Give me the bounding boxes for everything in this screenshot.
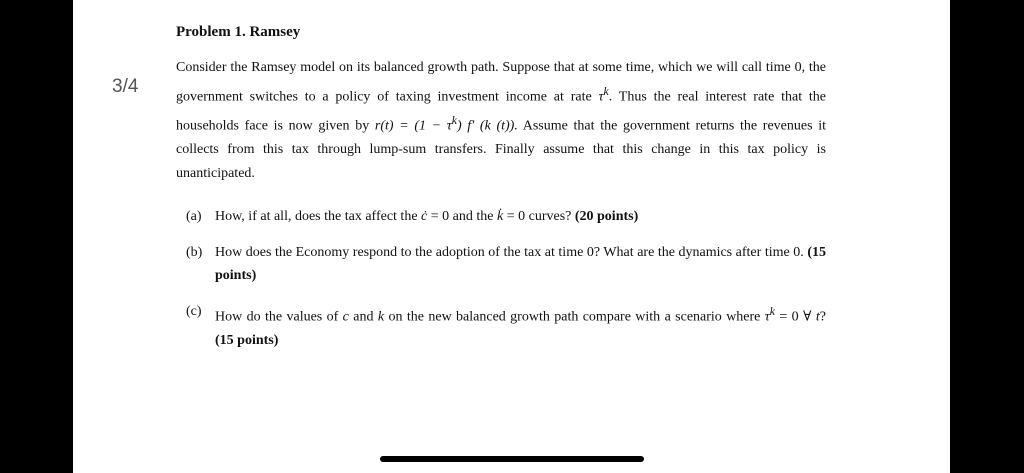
math-k: k [377, 309, 385, 325]
intro-line: transfers. Finally assume that this change in this tax policy is unanticipated. [176, 142, 827, 181]
problem-parts [176, 205, 826, 353]
math-k-dot: k̇ [496, 209, 504, 225]
math-interest-rate: r(t) = (1 − τ [374, 118, 452, 134]
page-counter: 3/4 [112, 76, 139, 97]
points-label: (15 points) [215, 244, 826, 284]
problem-intro [176, 56, 826, 185]
part-text-segment: on the new balanced growth path compare with a scenario where [384, 309, 765, 325]
part-text-segment: = 0 ∀ [774, 309, 816, 325]
part-text-segment: = 0 curves? [503, 209, 575, 225]
intro-line: we will call time 0, the government switches to a policy of taxing investment income at rate [176, 60, 827, 105]
part-label: (c) [186, 304, 202, 320]
math-sup-k: k [769, 305, 775, 319]
math-sup-k: k [451, 113, 457, 127]
document-page[interactable] [73, 0, 950, 473]
part-text-segment: ? [819, 309, 826, 325]
part-a [176, 205, 826, 229]
intro-line: Consider the Ramsey model on its balanced growth path. Suppose that at some time, which [176, 60, 693, 75]
part-text-segment: How does the Economy respond to the adoption of the tax at time 0? What are the dynamics after time 0. [215, 244, 808, 260]
part-text [213, 205, 826, 229]
part-c [176, 300, 826, 353]
part-text-segment: How do the values of [215, 309, 343, 325]
points-label: (20 points) [574, 209, 639, 225]
math-t: t [815, 309, 820, 325]
part-text [213, 241, 826, 288]
part-text-segment: = 0 and the [427, 209, 497, 225]
problem-title: Problem 1. Ramsey [176, 24, 301, 40]
part-text-segment: How, if at all, does the tax affect the [215, 209, 422, 225]
intro-line: Assume that the government returns the revenues it collects from this tax through lump-sum [176, 118, 827, 158]
part-b [176, 241, 826, 288]
math-c: c [342, 309, 349, 325]
math-tau: τ [598, 89, 604, 105]
math-interest-rate-end: ) f′ (k (t)). [456, 118, 518, 134]
part-text-segment: and [348, 309, 378, 325]
part-label: (b) [186, 244, 203, 260]
part-label: (a) [186, 209, 202, 225]
problem-content [176, 22, 826, 365]
part-text [213, 300, 826, 353]
intro-period: . [608, 89, 613, 105]
math-c-dot: ċ [421, 209, 428, 225]
points-label: (15 points) [215, 333, 279, 349]
math-sup-k: k [603, 84, 609, 98]
intro-line: Thus the real interest rate that the households face is now given by [176, 89, 827, 134]
home-indicator-bar[interactable] [380, 456, 644, 462]
math-tau: τ [764, 309, 770, 325]
